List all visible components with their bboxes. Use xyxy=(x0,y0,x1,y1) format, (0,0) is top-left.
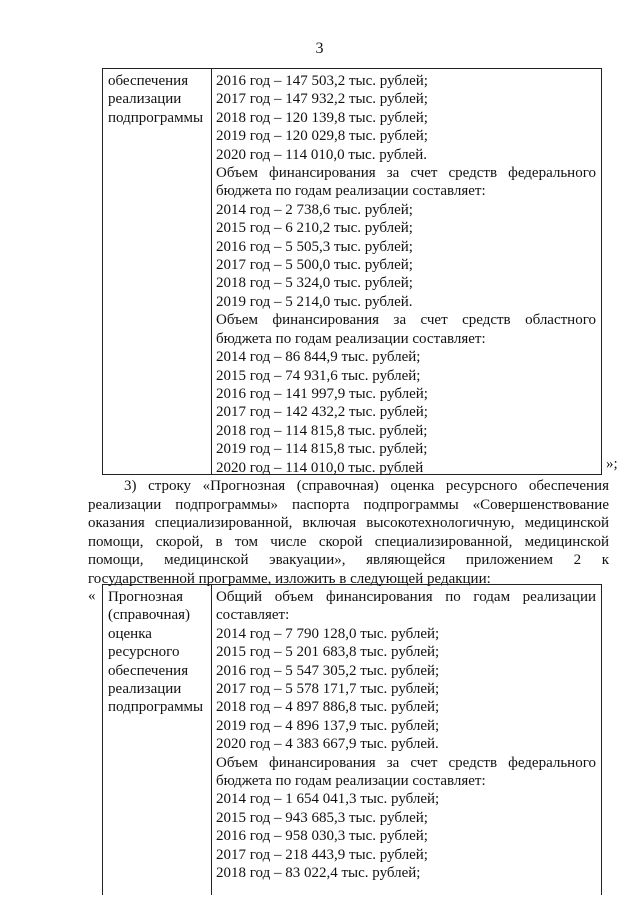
value-line: Объем финансирования за счет средств федерального xyxy=(216,165,596,182)
value-line: 2015 год – 943 685,3 тыс. рублей; xyxy=(216,809,428,826)
value-line: 2016 год – 147 503,2 тыс. рублей; xyxy=(216,73,428,89)
table-1-label-cell xyxy=(103,69,212,474)
value-line: 2017 год – 5 578 171,7 тыс. рублей; xyxy=(216,681,440,698)
label-line: реализации xyxy=(108,91,182,108)
value-line: 2017 год – 218 443,9 тыс. рублей; xyxy=(216,846,428,863)
value-line: 2018 год – 83 022,4 тыс. рублей; xyxy=(216,865,421,882)
value-line: 2019 год – 114 815,8 тыс. рублей; xyxy=(216,441,428,458)
page-number: 3 xyxy=(315,40,324,57)
value-line: 2019 год – 120 029,8 тыс. рублей; xyxy=(216,128,428,145)
paragraph-line: государственной программе, изложить в следующей редакции: xyxy=(88,570,491,587)
label-line: подпрограммы xyxy=(108,109,204,126)
value-line: бюджета по годам реализации составляет: xyxy=(216,773,486,790)
value-line: 2015 год – 6 210,2 тыс. рублей; xyxy=(216,220,413,237)
value-line: составляет: xyxy=(216,607,290,624)
label-line: обеспечения xyxy=(108,662,189,679)
value-line: 2016 год – 5 505,3 тыс. рублей; xyxy=(216,238,413,255)
value-line: 2018 год – 4 897 886,8 тыс. рублей; xyxy=(216,699,440,716)
label-line: реализации xyxy=(108,681,182,698)
value-line: 2015 год – 74 931,6 тыс. рублей; xyxy=(216,367,421,384)
table-2-label-text xyxy=(108,588,210,717)
paragraph-line: помощи, медицинской эвакуации», являющейся приложением 2 к xyxy=(88,552,609,568)
value-line: 2017 год – 5 500,0 тыс. рублей; xyxy=(216,257,413,274)
value-line: 2020 год – 114 010,0 тыс. рублей. xyxy=(216,146,427,163)
paragraph-line: реализации подпрограммы» паспорта подпрограммы «Совершенствование xyxy=(88,496,609,513)
label-line: обеспечения xyxy=(108,73,189,89)
label-line: (справочная) xyxy=(108,607,191,624)
table-1-value-text xyxy=(216,72,596,477)
label-line: ресурсного xyxy=(108,644,180,661)
value-line: Объем финансирования за счет средств областного xyxy=(216,312,596,329)
value-line: 2018 год – 5 324,0 тыс. рублей; xyxy=(216,275,413,292)
value-line: 2016 год – 5 547 305,2 тыс. рублей; xyxy=(216,662,440,679)
opening-quote-mark: « xyxy=(88,588,96,604)
paragraph-line: помощи, скорой, в том числе скорой специализированной, медицинской xyxy=(88,533,609,550)
value-line: 2019 год – 5 214,0 тыс. рублей. xyxy=(216,293,413,310)
value-line: 2018 год – 114 815,8 тыс. рублей; xyxy=(216,422,428,439)
label-line: подпрограммы xyxy=(108,699,204,716)
closing-quote-mark: »; xyxy=(606,456,618,472)
label-line: Прогнозная xyxy=(108,589,184,605)
paragraph-line: 3) строку «Прогнозная (справочная) оценка ресурсного обеспечения xyxy=(124,478,609,494)
value-line: 2015 год – 5 201 683,8 тыс. рублей; xyxy=(216,644,440,661)
value-line: Объем финансирования за счет средств федерального xyxy=(216,754,596,771)
label-line: оценка xyxy=(108,625,152,642)
value-line: Общий объем финансирования по годам реализации xyxy=(216,589,596,605)
value-line: 2016 год – 958 030,3 тыс. рублей; xyxy=(216,828,428,845)
value-line: 2016 год – 141 997,9 тыс. рублей; xyxy=(216,385,428,402)
value-line: 2014 год – 7 790 128,0 тыс. рублей; xyxy=(216,625,440,642)
table-2-value-text xyxy=(216,588,596,883)
value-line: 2020 год – 114 010,0 тыс. рублей xyxy=(216,459,424,476)
value-line: 2018 год – 120 139,8 тыс. рублей; xyxy=(216,109,428,126)
value-line: бюджета по годам реализации составляет: xyxy=(216,330,486,347)
value-line: 2014 год – 1 654 041,3 тыс. рублей; xyxy=(216,791,440,808)
value-line: 2014 год – 2 738,6 тыс. рублей; xyxy=(216,201,413,218)
table-1-label-text xyxy=(108,72,210,127)
value-line: 2014 год – 86 844,9 тыс. рублей; xyxy=(216,349,421,366)
value-line: 2017 год – 147 932,2 тыс. рублей; xyxy=(216,91,428,108)
paragraph-line: оказания специализированной, включая высокотехнологичную, медицинской xyxy=(88,515,609,531)
amendment-paragraph xyxy=(88,477,609,588)
value-line: 2020 год – 4 383 667,9 тыс. рублей. xyxy=(216,736,439,753)
value-line: 2019 год – 4 896 137,9 тыс. рублей; xyxy=(216,717,440,734)
value-line: 2017 год – 142 432,2 тыс. рублей; xyxy=(216,404,428,421)
value-line: бюджета по годам реализации составляет: xyxy=(216,183,486,200)
